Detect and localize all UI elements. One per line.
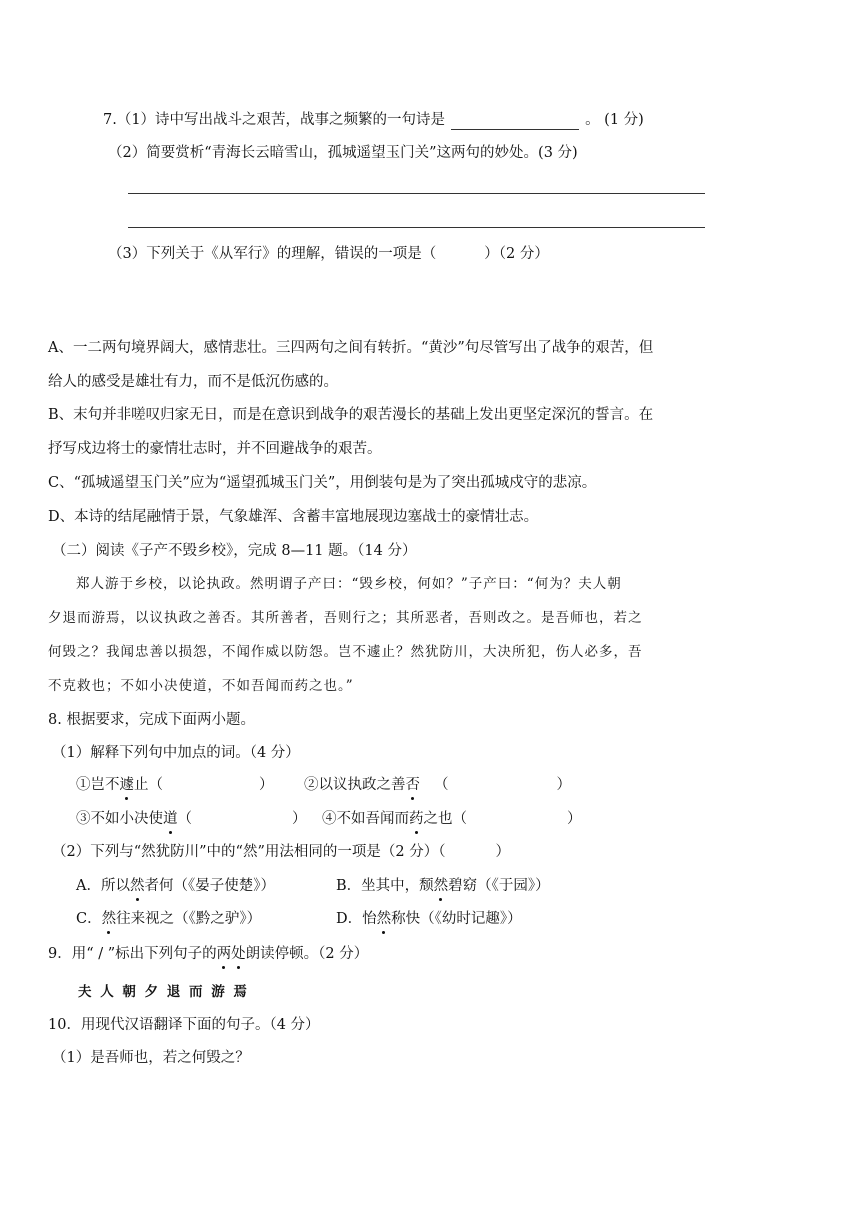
answer-line-1[interactable] (128, 193, 705, 194)
q8-option-a: A．所以然者何（《晏子使楚》） (76, 878, 275, 894)
dotted-char: 然 (376, 911, 392, 927)
option-d: D、本诗的结尾融情于景，气象雄浑、含蓄丰富地展现边塞战士的豪情壮志。 (48, 509, 539, 525)
dotted-char: 否 (405, 777, 420, 793)
dotted-char: 道 (163, 811, 178, 827)
q7-part2: （2）简要赏析“青海长云暗雪山，孤城遥望玉门关”这两句的妙处。(3 分) (108, 145, 578, 161)
q10-part1: （1）是吾师也，若之何毁之？ (52, 1050, 250, 1066)
q10-title: 10．用现代汉语翻译下面的句子。（4 分） (48, 1017, 320, 1033)
passage-line-2: 夕退而游焉，以议执政之善否。其所善者，吾则行之；其所恶者，吾则改之。是吾师也，若之 (48, 610, 643, 626)
dotted-char: 两 (216, 946, 232, 962)
q9-title: 9．用“ / ”标出下列句子的两处朗读停顿。（2 分） (48, 946, 369, 962)
dotted-char: 然 (129, 878, 145, 894)
option-b-line1: B、末句并非嗟叹归家无日，而是在意识到战争的艰苦漫长的基础上发出更坚定深沉的誓言。在 (48, 407, 654, 423)
q7-part1-text: 7.（1）诗中写出战斗之艰苦，战事之频繁的一句诗是 (103, 112, 446, 128)
option-a-line1: A、一二两句境界阔大，感情悲壮。三四两句之间有转折。“黄沙”句尽管写出了战争的艰苦，但 (48, 340, 654, 356)
q8-option-c: C．然往来视之（《黔之驴》） (76, 911, 262, 927)
q7-part3-score: ）（2 分） (484, 246, 549, 262)
option-a-line2: 给人的感受是雄壮有力，而不是低沉伤感的。 (48, 374, 338, 390)
passage-line-4: 不克救也；不如小决使道，不如吾闻而药之也。” (48, 678, 354, 694)
q8-word2: ②以议执政之善否 （ ） (304, 777, 571, 793)
q7-part3 (108, 244, 549, 264)
q8-word3: ③不如小决使道（ ） (76, 811, 307, 827)
dotted-char: 处 (231, 946, 246, 962)
q8-option-d: D．怡然称快（《幼时记趣》） (336, 911, 522, 927)
dotted-char: 然 (433, 878, 449, 894)
dotted-char: 遽 (119, 777, 134, 793)
section2-heading: （二）阅读《子产不毁乡校》，完成 8—11 题。（14 分） (52, 543, 417, 559)
option-c: C、“孤城遥望玉门关”应为“遥望孤城玉门关”，用倒装句是为了突出孤城戍守的悲凉。 (48, 475, 597, 491)
q8-word1: ①岂不遽止（ ） (76, 777, 274, 793)
q9-sentence[interactable]: 夫 人 朝 夕 退 而 游 焉 (78, 984, 249, 1000)
q7-part1-score: 。 (1 分) (585, 112, 644, 128)
q7-part1 (103, 110, 644, 130)
option-b-line2: 抒写戍边将士的豪情壮志时，并不回避战争的艰苦。 (48, 441, 382, 457)
q8-part2: （2）下列与“然犹防川”中的“然”用法相同的一项是（2 分）（ ） (52, 844, 510, 860)
passage-line-3: 何毁之？我闻忠善以损怨，不闻作威以防怨。岂不遽止？然犹防川，大决所犯，伤人必多，吾 (48, 644, 643, 660)
answer-line-2[interactable] (128, 227, 705, 228)
q7-answer-blank[interactable] (451, 115, 579, 130)
q8-word4: ④不如吾闻而药之也（ ） (322, 811, 582, 827)
q8-part1: （1）解释下列句中加点的词。（4 分） (52, 745, 300, 761)
q8-title: 8. 根据要求，完成下面两小题。 (48, 712, 255, 728)
dotted-char: 然 (101, 911, 117, 927)
passage-line-1: 郑人游于乡校，以论执政。然明谓子产曰：“毁乡校，何如？”子产曰：“何为？夫人朝 (76, 576, 622, 592)
q7-part3-text: （3）下列关于《从军行》的理解，错误的一项是（ (108, 246, 437, 262)
dotted-char: 药 (409, 811, 424, 827)
q8-option-b: B．坐其中，颓然碧窈（《于园》） (336, 878, 550, 894)
